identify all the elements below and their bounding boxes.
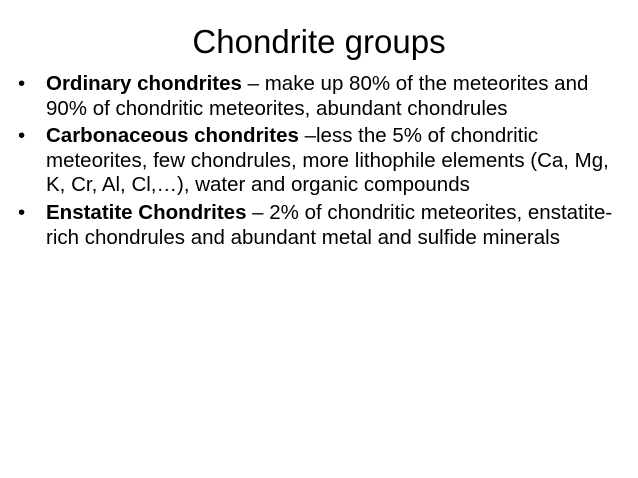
bullet-text: – 2% of chondritic meteorites, enstatite-rich chondrules and abundant metal and sulfide minerals [46, 200, 613, 249]
bullet-list [18, 72, 618, 253]
bullet-marker: • [18, 124, 26, 148]
bullet-term: Ordinary chondrites [46, 72, 242, 95]
bullet-item-enstatite-chondrites [18, 201, 618, 250]
bullet-item-ordinary-chondrites [18, 72, 618, 121]
bullet-term: Carbonaceous chondrites [46, 124, 299, 148]
bullet-marker: • [18, 200, 26, 224]
bullet-item-carbonaceous-chondrites [18, 124, 618, 198]
slide-title: Chondrite groups [192, 23, 446, 60]
bullet-term: Enstatite Chondrites [46, 200, 247, 224]
bullet-text: –less the 5% of chondritic meteorites, few chondrules, more lithophile elements (Ca, Mg, K, Cr, Al, Cl,…), water and organic compounds [46, 124, 609, 197]
bullet-text: – make up 80% of the meteorites and 90% of chondritic meteorites, abundant chondrules [46, 72, 589, 120]
bullet-marker: • [18, 72, 26, 95]
